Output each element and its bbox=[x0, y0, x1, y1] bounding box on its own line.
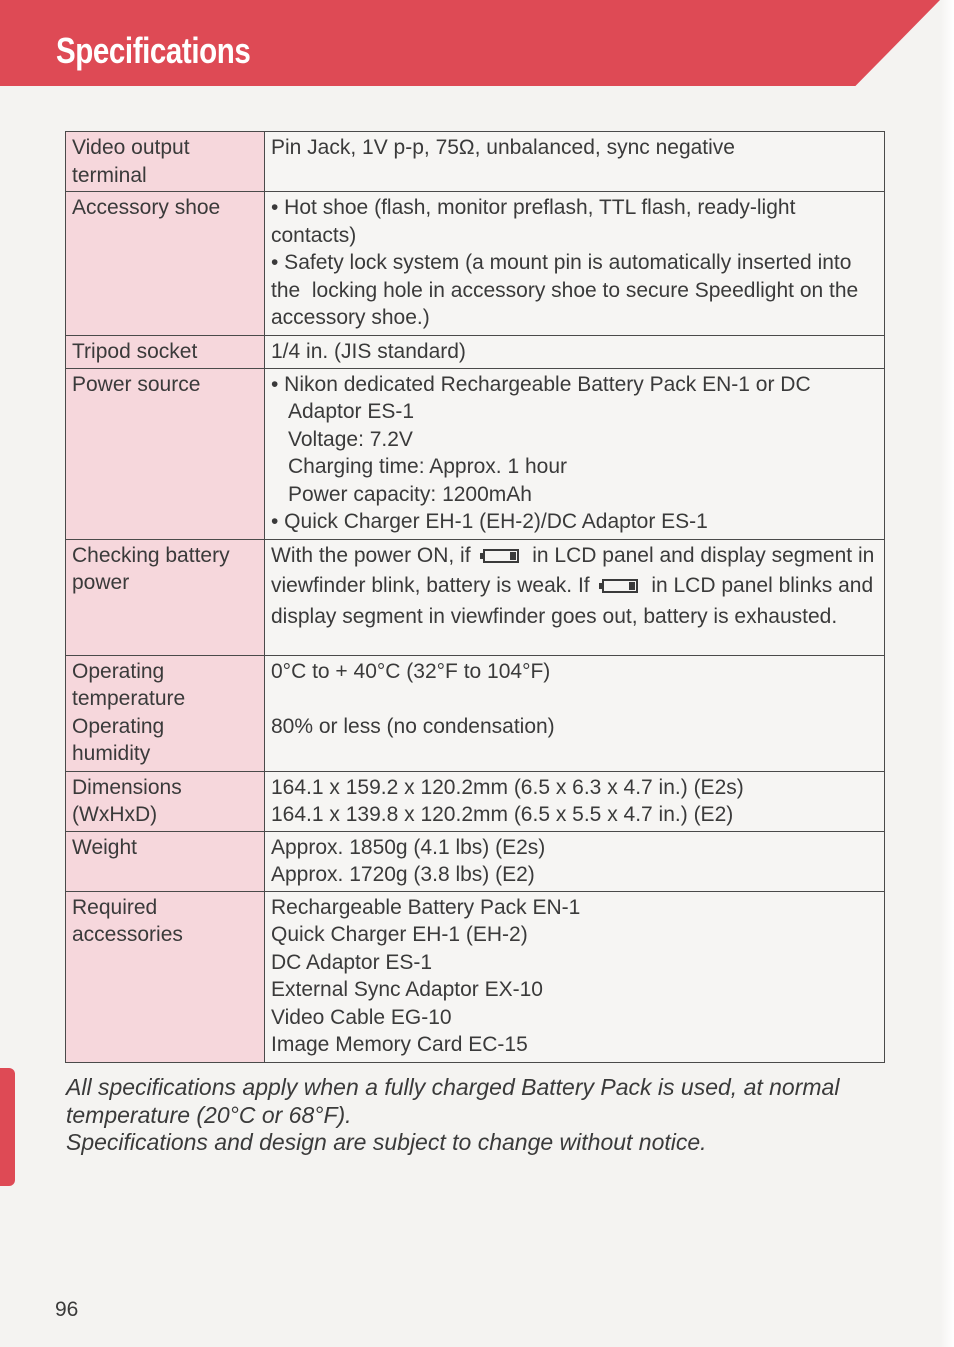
spec-line: DC Adaptor ES-1 bbox=[271, 950, 433, 974]
table-row bbox=[66, 368, 885, 539]
spec-label-line: (WxHxD) bbox=[72, 803, 158, 826]
spec-line: Quick Charger EH-1 (EH-2) bbox=[271, 923, 528, 946]
spec-subline: Power capacity: 1200mAh bbox=[288, 482, 532, 506]
spec-label bbox=[66, 655, 265, 771]
spec-subline: Adaptor ES-1 bbox=[288, 400, 415, 423]
spec-label: Power source bbox=[66, 368, 265, 539]
spec-subline: Charging time: Approx. 1 hour bbox=[288, 455, 567, 478]
spec-line: 0°C to + 40°C (32°F to 104°F) bbox=[271, 659, 551, 683]
spec-line: 164.1 x 159.2 x 120.2mm (6.5 x 6.3 x 4.7 in.) (E2s) bbox=[271, 775, 744, 799]
spec-line: Pin Jack, 1V p-p, 75Ω, unbalanced, sync negative bbox=[271, 136, 735, 159]
spec-value bbox=[265, 368, 885, 539]
spec-line: Approx. 1720g (3.8 lbs) (E2) bbox=[271, 863, 535, 886]
table-row bbox=[66, 831, 885, 891]
spec-label bbox=[66, 771, 265, 831]
table-row bbox=[66, 192, 885, 336]
spec-subline: Voltage: 7.2V bbox=[288, 427, 413, 451]
spacer bbox=[271, 685, 878, 713]
table-row bbox=[66, 336, 885, 369]
spec-label-line: Operating bbox=[72, 659, 165, 683]
spec-text: in LCD panel and display segment in viewfinder blink, battery is weak. If bbox=[271, 543, 875, 597]
page-title: Specifications bbox=[56, 30, 251, 71]
spec-line: External Sync Adaptor EX-10 bbox=[271, 978, 543, 1001]
spec-value bbox=[265, 132, 885, 192]
footnote-line: All specifications apply when a fully charged Battery Pack is used, at normal temperature (20°C or 68°F). bbox=[66, 1074, 840, 1128]
spec-label: Video output terminal bbox=[66, 132, 265, 192]
spec-line: Approx. 1850g (4.1 lbs) (E2s) bbox=[271, 835, 546, 859]
spec-value bbox=[265, 192, 885, 336]
table-row bbox=[66, 539, 885, 655]
spec-text: With the power ON, if bbox=[271, 543, 471, 567]
table-row bbox=[66, 891, 885, 1062]
footnote bbox=[66, 1074, 886, 1157]
spec-line: • Nikon dedicated Rechargeable Battery Pack EN-1 or DC bbox=[271, 372, 811, 396]
spec-line: Video Cable EG-10 bbox=[271, 1005, 452, 1029]
spec-line: 164.1 x 139.8 x 120.2mm (6.5 x 5.5 x 4.7 in.) (E2) bbox=[271, 803, 734, 826]
table-row bbox=[66, 132, 885, 192]
spec-value bbox=[265, 336, 885, 369]
spec-line: 1/4 in. (JIS standard) bbox=[271, 340, 466, 363]
table-row bbox=[66, 655, 885, 771]
spec-value bbox=[265, 771, 885, 831]
spec-label-line: humidity bbox=[72, 742, 151, 765]
spec-label: Checking battery power bbox=[66, 539, 265, 655]
spec-label bbox=[66, 891, 265, 1062]
spec-line: 80% or less (no condensation) bbox=[271, 714, 555, 738]
page-number: 96 bbox=[55, 1298, 79, 1321]
spec-value bbox=[265, 891, 885, 1062]
spec-label-line: Required bbox=[72, 895, 158, 919]
spec-value bbox=[265, 831, 885, 891]
spec-label: Accessory shoe bbox=[66, 192, 265, 336]
footnote-line: Specifications and design are subject to change without notice. bbox=[66, 1129, 707, 1155]
spec-label: Weight bbox=[66, 831, 265, 891]
spec-line: Rechargeable Battery Pack EN-1 bbox=[271, 895, 581, 919]
spec-line: • Quick Charger EH-1 (EH-2)/DC Adaptor ES-1 bbox=[271, 510, 708, 533]
specifications-table bbox=[65, 131, 885, 1063]
spec-label-line: Operating bbox=[72, 714, 165, 738]
table-row bbox=[66, 771, 885, 831]
page-edge bbox=[940, 0, 954, 1347]
spec-label-line: accessories bbox=[72, 923, 183, 946]
spec-value bbox=[265, 655, 885, 771]
spec-line: • Safety lock system (a mount pin is automatically inserted into the locking hole in accessory shoe to secure Speedlight on the accessory shoe.) bbox=[271, 251, 865, 329]
battery-low-icon bbox=[599, 575, 641, 603]
section-tab bbox=[0, 1068, 15, 1186]
spec-text: in LCD panel blinks and display segment in viewfinder goes out, battery is exhausted. bbox=[271, 574, 874, 628]
spec-line: • Hot shoe (flash, monitor preflash, TTL flash, ready-light contacts) bbox=[271, 196, 802, 247]
spec-line: Image Memory Card EC-15 bbox=[271, 1033, 528, 1056]
spec-label: Tripod socket bbox=[66, 336, 265, 369]
battery-low-icon bbox=[480, 545, 522, 573]
spec-label-line: temperature bbox=[72, 687, 186, 710]
spec-value bbox=[265, 539, 885, 655]
spec-label-line: Dimensions bbox=[72, 775, 182, 799]
